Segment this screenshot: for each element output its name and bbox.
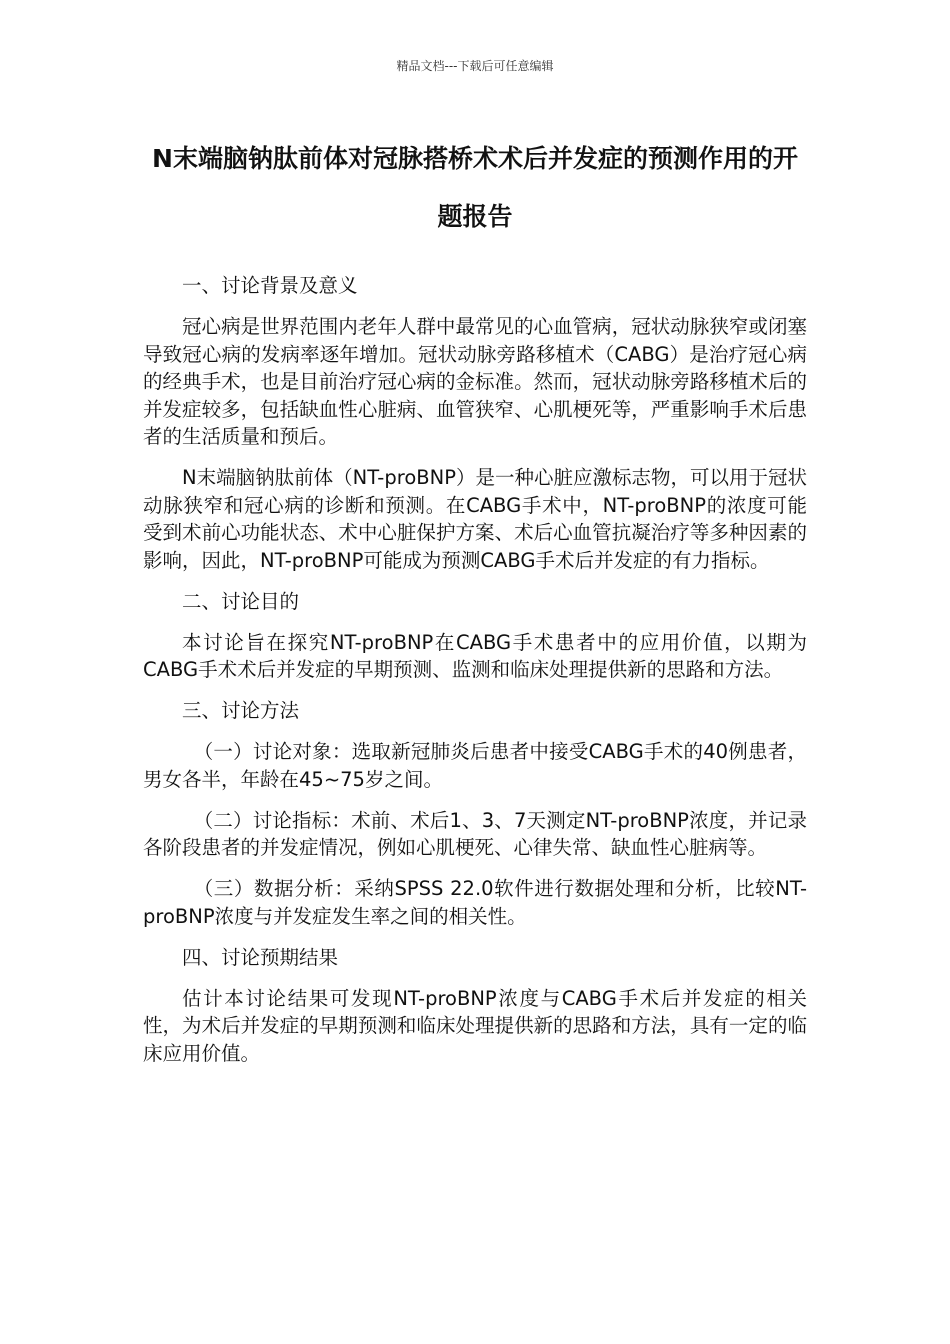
header-note: 精品文档---下载后可任意编辑 [396, 59, 554, 73]
section-heading-background: 一、讨论背景及意义 [182, 274, 358, 297]
section-heading-methods: 三、讨论方法 [182, 699, 300, 722]
document-title: N末端脑钠肽前体对冠脉搭桥术术后并发症的预测作用的开题报告 [152, 144, 798, 231]
paragraph-expected-results: 估计本讨论结果可发现NT-proBNP浓度与CABG手术后并发症的相关性，为术后并发症的早期预测和临床处理提供新的思路和方法，具有一定的临床应用价值。 [143, 986, 807, 1065]
section-heading-purpose: 二、讨论目的 [182, 589, 300, 613]
paragraph-background-1: 冠心病是世界范围内老年人群中最常见的心血管病，冠状动脉狭窄或闭塞导致冠心病的发病率逐年增加。冠状动脉旁路移植术（CABG）是治疗冠心病的经典手术，也是目前治疗冠心病的金标准。然而，冠状动脉旁路移植术后的并发症较多，包括缺血性心脏病、血管狭窄、心肌梗死等，严重影响手术后患者的生活质量和预后。 [143, 315, 807, 448]
section-heading-expected-results: 四、讨论预期结果 [182, 945, 339, 969]
paragraph-purpose: 本讨论旨在探究NT-proBNP在CABG手术患者中的应用价值，以期为CABG手术术后并发症的早期预测、监测和临床处理提供新的思路和方法。 [143, 630, 807, 681]
method-item-subjects: （一）讨论对象：选取新冠肺炎后患者中接受CABG手术的40例患者，男女各半，年龄在45~75岁之间。 [143, 740, 807, 791]
document-body [143, 272, 807, 1081]
method-item-indicators: （二）讨论指标：术前、术后1、3、7天测定NT-proBNP浓度，并记录各阶段患者的并发症情况，例如心肌梗死、心律失常、缺血性心脏病等。 [143, 808, 807, 859]
method-item-analysis: （三）数据分析：采纳SPSS 22.0软件进行数据处理和分析，比较NT-proBNP浓度与并发症发生率之间的相关性。 [143, 877, 807, 928]
paragraph-background-2: N末端脑钠肽前体（NT-proBNP）是一种心脏应激标志物，可以用于冠状动脉狭窄和冠心病的诊断和预测。在CABG手术中，NT-proBNP的浓度可能受到术前心功能状态、术中心脏保护方案、术后心血管抗凝治疗等多种因素的影响，因此，NT-proBNP可能成为预测CABG手术后并发症的有力指标。 [143, 466, 807, 572]
